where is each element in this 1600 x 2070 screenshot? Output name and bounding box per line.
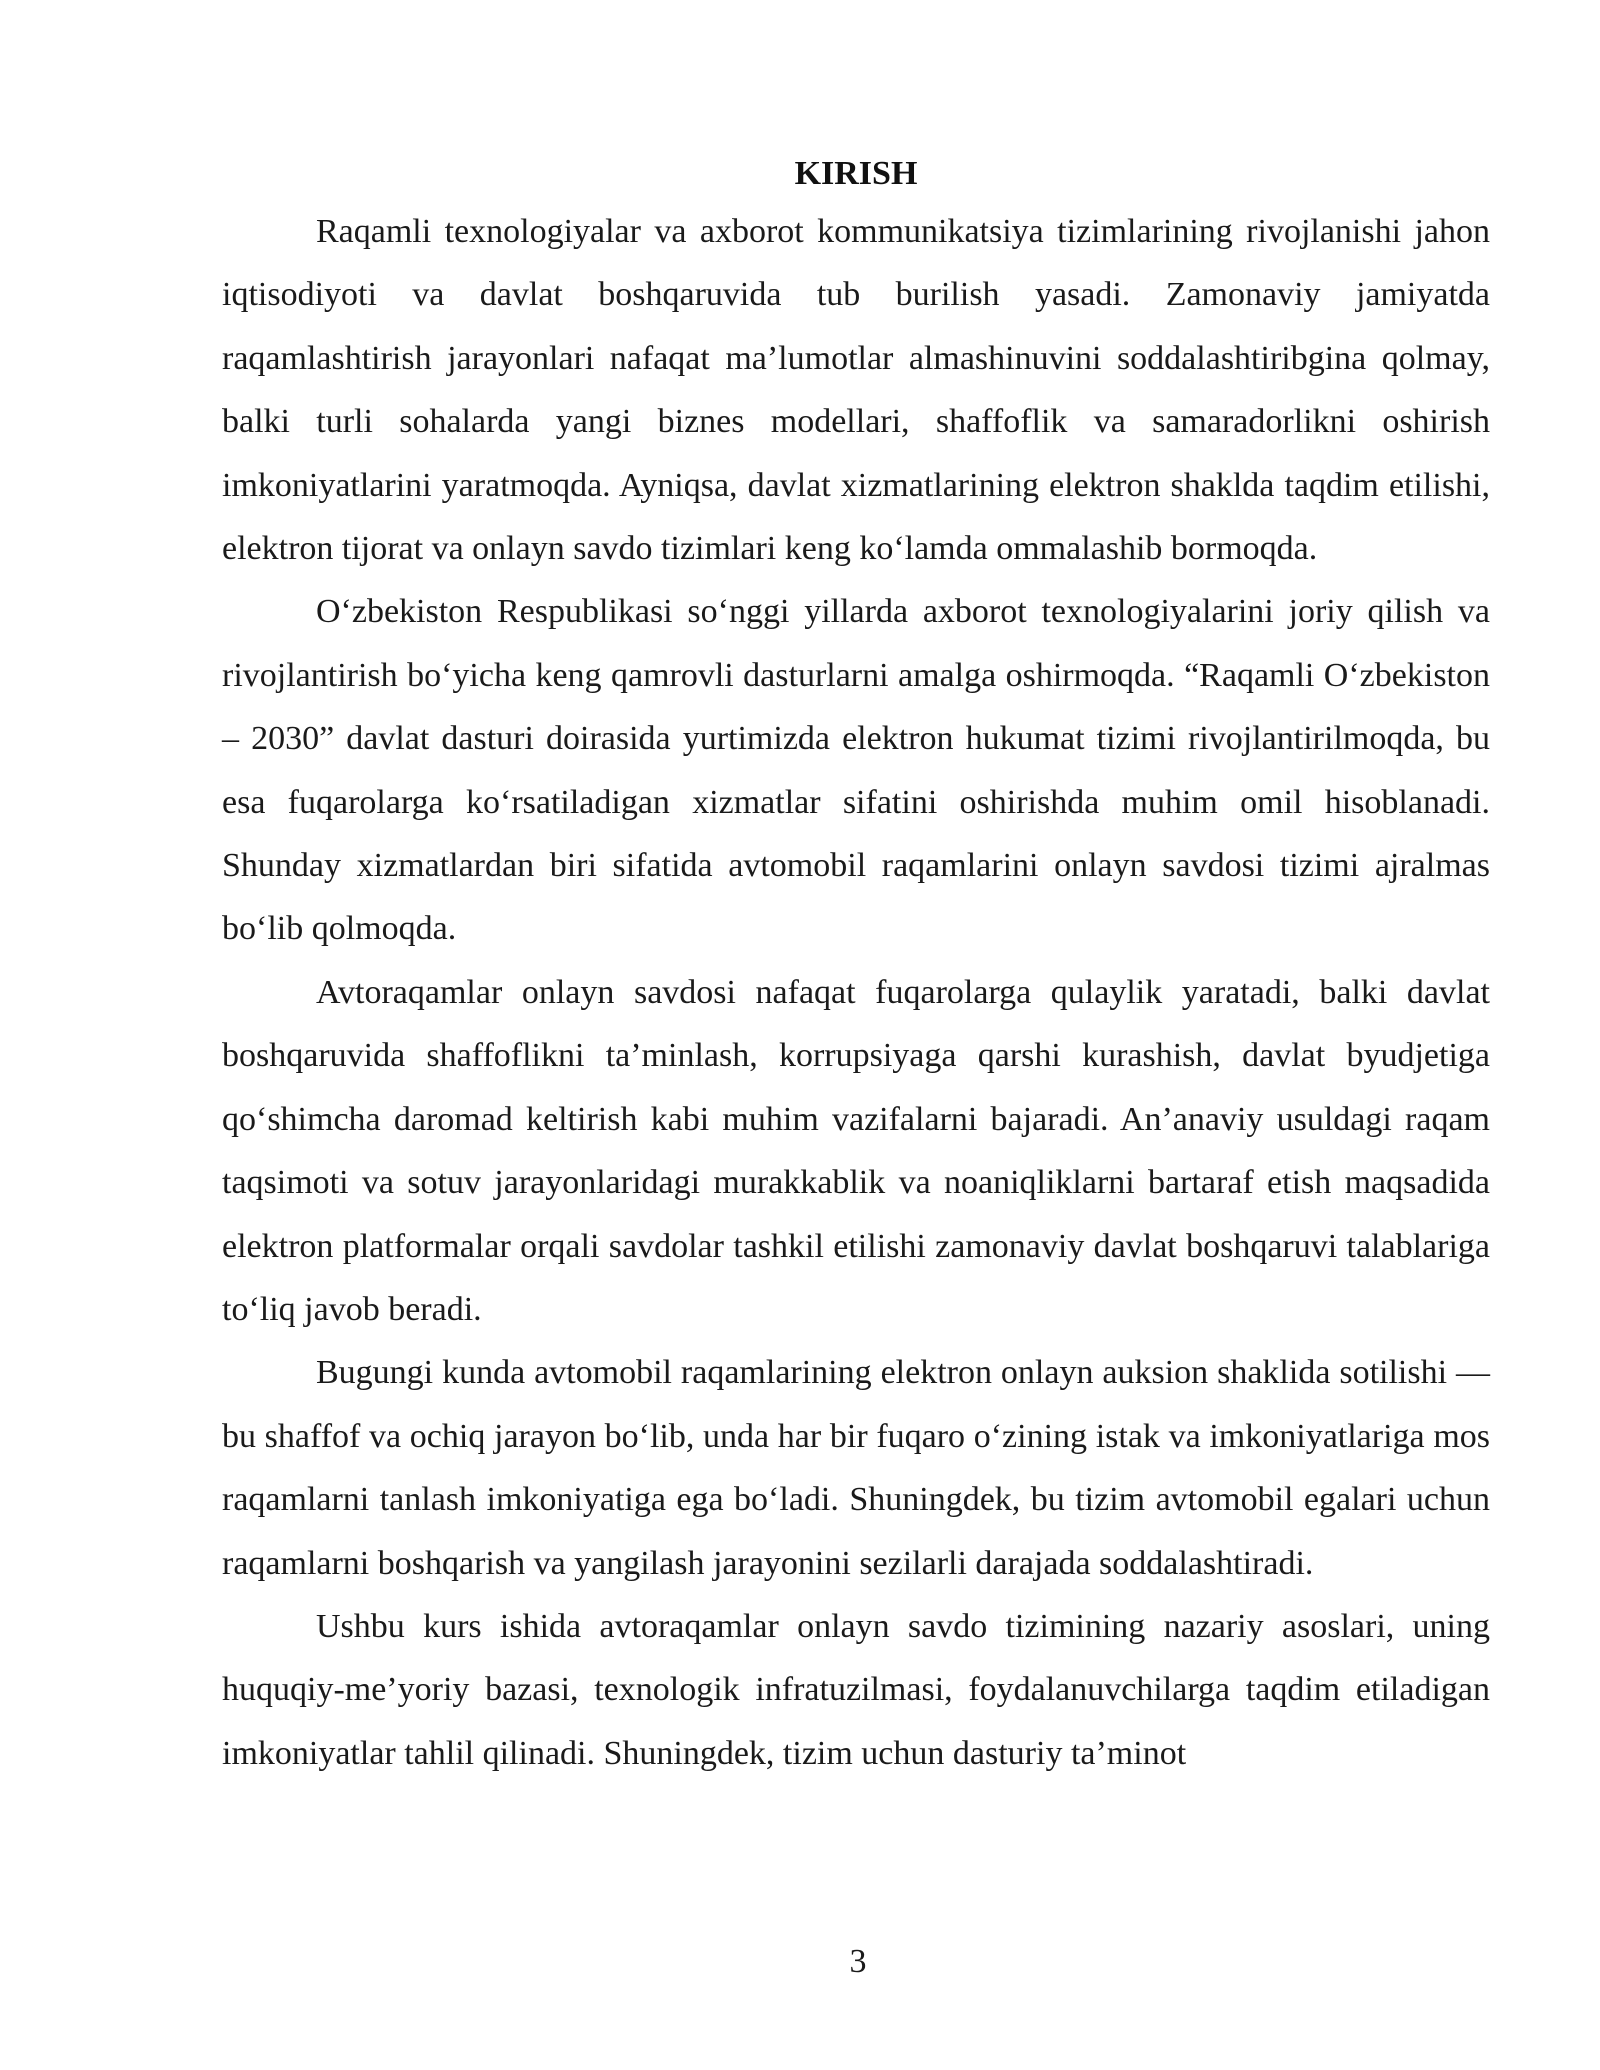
paragraph-5: Ushbu kurs ishida avtoraqamlar onlayn savdo tizimining nazariy asoslari, uning huquqiy-me’yoriy bazasi, texnologik infratuzilmasi, foydalanuvchilarga taqdim etiladigan imkoniyatlar tahlil qilinadi. Shuningdek, tizim uchun dasturiy ta’minot [222, 1607, 1490, 1772]
paragraph-4: Bugungi kunda avtomobil raqamlarining elektron onlayn auksion shaklida sotilishi — bu shaffof va ochiq jarayon bo‘lib, unda har bir fuqaro o‘zining istak va imkoniyatlariga mos raqamlarni tanlash imkoniyatiga ega bo‘ladi. Shuningdek, bu tizim avtomobil egalari uchun raqamlarni boshqarish va yangilash jarayonini sezilarli darajada soddalashtiradi. [222, 1354, 1490, 1582]
paragraph-3: Avtoraqamlar onlayn savdosi nafaqat fuqarolarga qulaylik yaratadi, balki davlat boshqaruvida shaffoflikni ta’minlash, korrupsiyaga qarshi kurashish, davlat byudjetiga qo‘shimcha daromad keltirish kabi muhim vazifalarni bajaradi. An’anaviy usuldagi raqam taqsimoti va sotuv jarayonlaridagi murakkablik va noaniqliklarni bartaraf etish maqsadida elektron platformalar orqali savdolar tashkil etilishi zamonaviy davlat boshqaruvi talablariga to‘liq javob beradi. [222, 973, 1490, 1328]
paragraph-1: Raqamli texnologiyalar va axborot kommunikatsiya tizimlarining rivojlanishi jahon iqtisodiyoti va davlat boshqaruvida tub burilish yasadi. Zamonaviy jamiyatda raqamlashtirish jarayonlari nafaqat ma’lumotlar almashinuvini soddalashtiribgina qolmay, balki turli sohalarda yangi biznes modellari, shaffoflik va samaradorlikni oshirish imkoniyatlarini yaratmoqda. Ayniqsa, davlat xizmatlarining elektron shaklda taqdim etilishi, elektron tijorat va onlayn savdo tizimlari keng ko‘lamda ommalashib bormoqda. [222, 213, 1490, 568]
page-number: 3 [849, 1943, 867, 1980]
paragraph-2: O‘zbekiston Respublikasi so‘nggi yillarda axborot texnologiyalarini joriy qilish va rivojlantirish bo‘yicha keng qamrovli dasturlarni amalga oshirmoqda. “Raqamli O‘zbekiston – 2030” davlat dasturi doirasida yurtimizda elektron hukumat tizimi rivojlantirilmoqda, bu esa fuqarolarga ko‘rsatiladigan xizmatlar sifatini oshirishda muhim omil hisoblanadi. Shunday xizmatlardan biri sifatida avtomobil raqamlarini onlayn savdosi tizimi ajralmas bo‘lib qolmoqda. [222, 593, 1490, 948]
section-heading: KIRISH [794, 155, 918, 192]
page-content [222, 148, 1490, 1785]
